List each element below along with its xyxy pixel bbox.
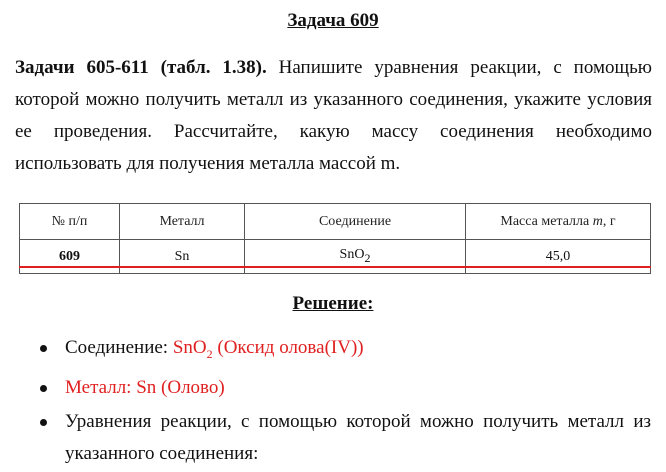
table-header-row <box>20 204 651 240</box>
solution-title: Решение: <box>292 293 374 314</box>
solution-list <box>0 332 666 472</box>
table-row <box>20 240 651 274</box>
equation-intro: Уравнения реакции, с помощью которой можно получить металл из указанного соединения: <box>65 410 651 464</box>
cell-compound: SnO$_2$ <box>245 240 466 274</box>
table-accent-line <box>19 266 651 268</box>
compound-formula: SnO$_2$ (Оксид олова(IV)) <box>172 337 364 361</box>
task-title: Задача 609 <box>287 10 379 31</box>
data-table <box>19 203 651 274</box>
bullet-icon <box>40 419 47 426</box>
header-mass: Масса металла m, г <box>466 204 651 240</box>
header-compound: Соединение <box>245 204 466 240</box>
list-item <box>0 406 666 470</box>
header-metal: Металл <box>120 204 245 240</box>
problem-statement <box>15 52 652 180</box>
metal-text: Металл: Sn (Олово) <box>65 376 225 398</box>
list-item <box>0 372 666 404</box>
cell-mass: 45,0 <box>466 240 651 274</box>
data-table-wrapper <box>19 203 651 274</box>
bullet-icon <box>40 345 47 352</box>
cell-number: 609 <box>20 240 120 274</box>
list-item: Соединение: SnO$_2$ (Оксид олова(IV)) <box>0 332 666 370</box>
cell-metal: Sn <box>120 240 245 274</box>
bullet-icon <box>40 385 47 392</box>
problem-label: Задачи 605-611 (табл. 1.38). <box>15 57 267 78</box>
problem-text: Напишите уравнения реакции, с помощью которой можно получить металл из указанного соединения, укажите условия ее проведения. Рассчитайте, какую массу соединения необходимо использовать для получения металла массой m. <box>15 57 652 174</box>
header-number: № п/п <box>20 204 120 240</box>
